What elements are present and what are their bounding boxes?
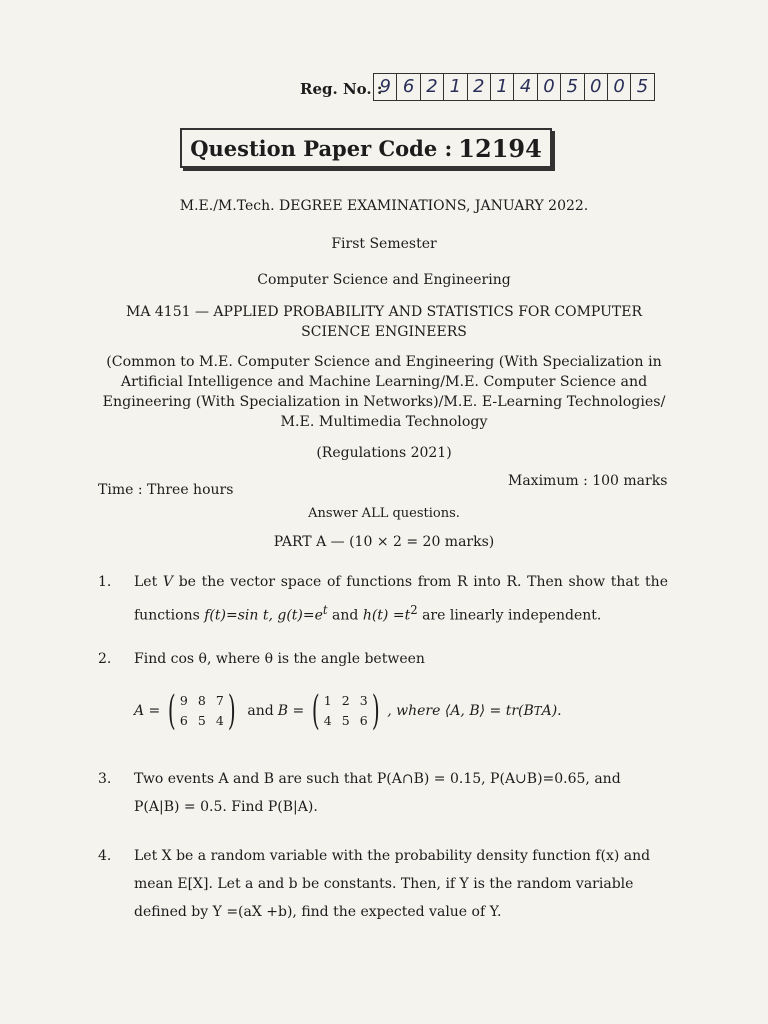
matrix-cell: 2 — [341, 693, 350, 708]
math-sup: T — [533, 704, 542, 718]
question-text — [134, 842, 668, 926]
text: are linearly independent. — [417, 607, 602, 624]
question-1 — [98, 568, 668, 630]
question-text — [134, 568, 668, 630]
matrix-cell: 1 — [323, 693, 332, 708]
common-line: (Common to M.E. Computer Science and Engineering (With Specialization in — [106, 354, 662, 370]
text: be the vector space of functions from R into R. Then show that the functions — [134, 574, 668, 624]
matrix-cell: 9 — [179, 693, 188, 708]
math-expr: h(t) =t — [362, 607, 411, 624]
math-expr: f(t)=sin t, g(t)=e — [204, 607, 323, 624]
text: Let — [134, 574, 163, 590]
matrix-b: ( 1 2 3 4 5 6 ) — [312, 688, 380, 734]
math-sup: 2 — [410, 603, 418, 617]
reg-digit: 9 — [374, 74, 397, 100]
reg-digit: 0 — [538, 74, 561, 100]
question-text — [134, 765, 668, 821]
text: and — [327, 607, 363, 624]
common-line: Artificial Intelligence and Machine Learning/M.E. Computer Science and — [120, 374, 648, 390]
matrix-cell: 6 — [359, 713, 368, 728]
text: mean E[X]. Let a and b be constants. Then, if Y is the random variable — [134, 876, 634, 892]
matrix-line — [134, 688, 668, 734]
answer-all: Answer ALL questions. — [308, 506, 460, 521]
text: A). — [541, 703, 562, 719]
semester: First Semester — [331, 236, 437, 252]
matrix-b-label: B = — [277, 703, 305, 719]
question-number: 4. — [98, 848, 112, 864]
reg-digit: 5 — [561, 74, 584, 100]
reg-no-label: Reg. No. : — [300, 80, 383, 98]
reg-digit: 1 — [491, 74, 514, 100]
text: Find cos θ, where θ is the angle between — [134, 651, 425, 667]
max-marks: Maximum : 100 marks — [508, 473, 668, 489]
matrix-cell: 5 — [341, 713, 350, 728]
reg-digit: 4 — [514, 74, 537, 100]
question-paper-code-box — [180, 128, 552, 168]
matrix-cell: 4 — [215, 713, 224, 728]
text: Two events A and B are such that P(A∩B) = 0.15, P(A∪B)=0.65, and — [134, 771, 621, 787]
reg-digit: 0 — [585, 74, 608, 100]
matrix-cell: 6 — [179, 713, 188, 728]
common-to — [0, 352, 768, 432]
question-number: 1. — [98, 574, 112, 590]
matrix-cell: 3 — [359, 693, 368, 708]
matrix-a-label: A = — [134, 703, 161, 719]
time-allowed: Time : Three hours — [98, 482, 234, 498]
question-4 — [98, 842, 668, 926]
common-line: M.E. Multimedia Technology — [280, 414, 488, 430]
question-2 — [98, 645, 668, 734]
matrix-cell: 4 — [323, 713, 332, 728]
inner-product-def: , where ⟨A, B⟩ = tr(B — [387, 703, 534, 719]
question-text — [134, 645, 668, 734]
text: Let X be a random variable with the probability density function f(x) and — [134, 848, 651, 864]
reg-digit: 0 — [608, 74, 631, 100]
reg-digit: 1 — [444, 74, 467, 100]
reg-no-boxes — [373, 73, 655, 101]
matrix-a: ( 9 8 7 6 5 4 ) — [168, 688, 236, 734]
qp-code: 12194 — [458, 133, 542, 163]
matrix-cell: 8 — [197, 693, 206, 708]
question-number: 2. — [98, 651, 112, 667]
text: P(A|B) = 0.5. Find P(B|A). — [134, 799, 318, 815]
common-line: Engineering (With Specialization in Networks)/M.E. E-Learning Technologies/ — [102, 394, 666, 410]
reg-digit: 2 — [468, 74, 491, 100]
course-title — [0, 302, 768, 342]
part-a-heading: PART A — (10 × 2 = 20 marks) — [273, 534, 495, 550]
reg-digit: 2 — [421, 74, 444, 100]
math-sup: t — [322, 603, 328, 617]
reg-digit: 5 — [636, 76, 649, 97]
question-number: 3. — [98, 771, 112, 787]
question-3 — [98, 765, 668, 821]
matrix-cell: 5 — [197, 713, 206, 728]
text: defined by Y =(aX +b), find the expected value of Y. — [134, 904, 502, 920]
qp-label: Question Paper Code : — [190, 135, 453, 161]
course-line: SCIENCE ENGINEERS — [301, 324, 467, 340]
reg-digit: 6 — [397, 74, 420, 100]
regulations: (Regulations 2021) — [316, 445, 452, 461]
matrix-cell: 7 — [215, 693, 224, 708]
department: Computer Science and Engineering — [257, 272, 511, 288]
course-line: MA 4151 — APPLIED PROBABILITY AND STATISTICS FOR COMPUTER — [125, 304, 642, 320]
degree-title: M.E./M.Tech. DEGREE EXAMINATIONS, JANUARY 2022. — [179, 198, 589, 214]
text: and — [247, 703, 274, 719]
math-var: V — [162, 574, 174, 590]
